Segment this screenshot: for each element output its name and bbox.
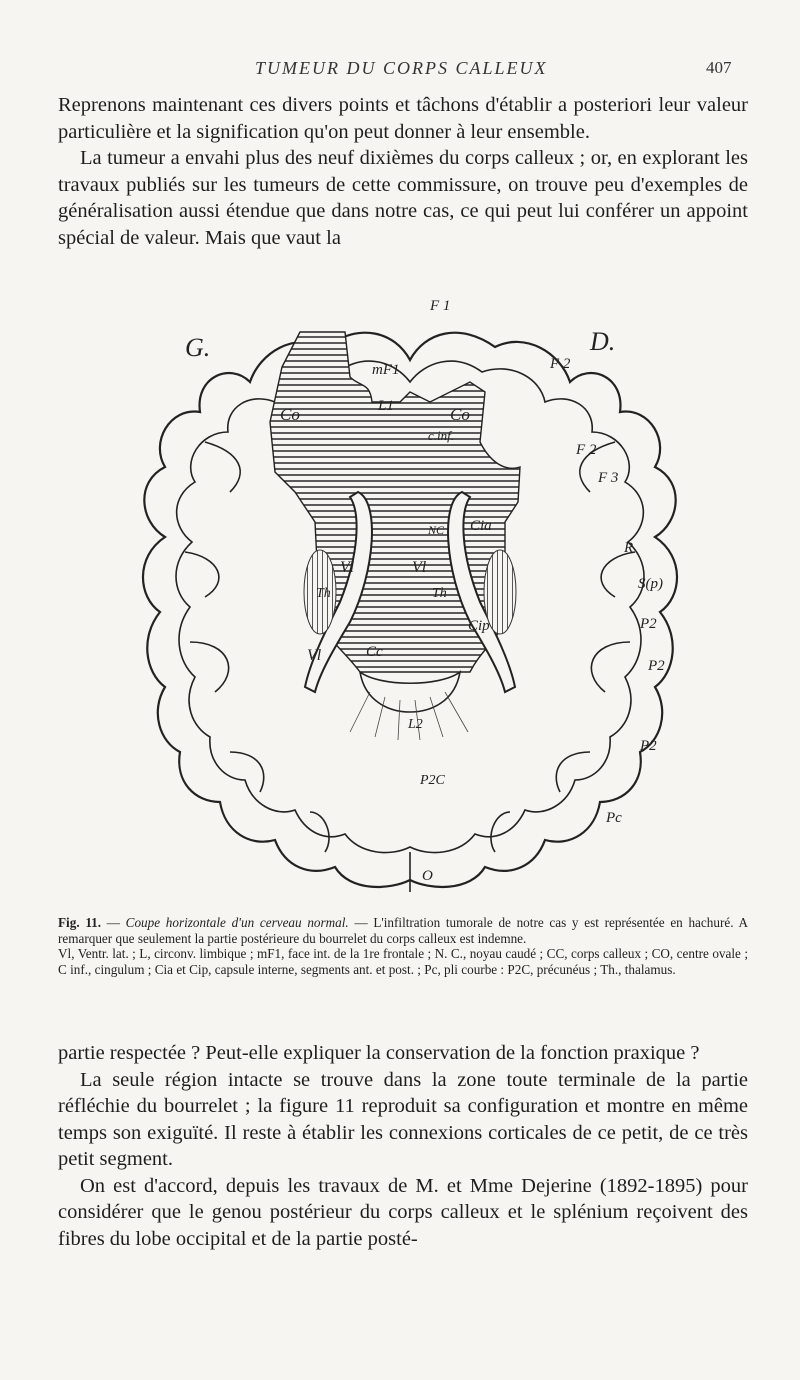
label-vl-left: Vl (340, 559, 355, 576)
label-p2c: P2 (640, 738, 657, 754)
page-number: 407 (706, 58, 732, 77)
label-cip: Cip (468, 618, 490, 634)
paragraph: Reprenons maintenant ces divers points et tâchons d'établir a posteriori leur valeur particulière et la signification qu'on peut donner à leur ensemble. (58, 94, 748, 143)
label-th-left: Th (316, 586, 331, 601)
paragraph: La tumeur a envahi plus des neuf dixièmes du corps calleux ; or, en explorant les travaux publiés sur les tumeurs de cette commissure, on trouve peu d'exemples de généralisation aussi étendue que dans notre cas, ce qui peut lui conférer un appoint spécial de valeur. Mais que vaut la (58, 147, 748, 249)
label-right-side: D. (590, 327, 616, 356)
caption-fig-title: Coupe horizontale d'un cerveau normal. (125, 915, 349, 930)
label-p2cun: P2C (420, 773, 445, 788)
paragraph: La seule région intacte se trouve dans la zone toute terminale de la partie réfléchie du bourrelet ; la figure 11 reproduit sa configuration et montre en même temps son exiguïté. Il reste à établir les connexions corticales de ce petit, de ce très petit segment. (58, 1068, 748, 1170)
label-r: R (624, 540, 634, 556)
paragraph: On est d'accord, depuis les travaux de M. et Mme Dejerine (1892-1895) pour considérer que le genou postérieur du corps calleux et le splénium reçoivent des fibres du lobe occipital et de la partie posté- (58, 1174, 748, 1250)
label-f3: F 3 (598, 470, 619, 486)
label-pc: Pc (606, 810, 622, 826)
label-cia: Cia (470, 518, 492, 534)
label-f2b: F 2 (576, 442, 597, 458)
label-o: O (422, 868, 433, 884)
running-title: TUMEUR DU CORPS CALLEUX (255, 58, 548, 78)
brain-section-figure (110, 292, 710, 912)
caption-description: L'infiltration tumorale de notre cas y est représentée en hachuré. A remarquer que seulement la partie postérieure du bourrelet du corps calleux est indemne. (58, 915, 748, 946)
label-l2: L2 (408, 717, 423, 732)
caption-main: Fig. 11. — Coupe horizontale d'un cerveau normal. — L'infiltration tumorale de notre cas y est représentée en hachuré. A remarquer que seulement la partie postérieure du bourrelet du corps calleux est indemne. (58, 915, 748, 946)
label-p2a: P2 (640, 616, 657, 632)
label-p2b: P2 (648, 658, 665, 674)
caption-fig-number: Fig. 11. (58, 915, 102, 930)
label-nc: NC (428, 523, 445, 537)
label-mf1: mF1 (372, 362, 400, 378)
label-co-left: Co (280, 405, 300, 424)
label-left-side: G. (185, 333, 211, 362)
label-vl-right: Vl (412, 559, 427, 576)
label-th-right: Th (432, 586, 447, 601)
label-co-right: Co (450, 405, 470, 424)
label-f1: F 1 (430, 298, 451, 314)
running-head (0, 58, 800, 80)
label-l1: L1 (378, 398, 394, 414)
figure-caption (58, 915, 748, 977)
label-sp: S(p) (638, 576, 663, 592)
label-cinf: c.inf. (428, 428, 454, 443)
label-f2a: F 2 (550, 356, 571, 372)
brain-section-drawing (110, 292, 710, 912)
label-cc: Cc (366, 644, 383, 660)
caption-legend: Vl, Ventr. lat. ; L, circonv. limbique ; mF1, face int. de la 1re frontale ; N. C., noyau caudé ; CC, corps calleux ; CO, centre ovale ; C inf., cingulum ; Cia et Cip, capsule interne, segments ant. et post. ; Pc, pli courbe : P2C, précunéus ; Th., thalamus. (58, 946, 748, 977)
label-vl-bottom: Vl (307, 647, 322, 664)
paragraph: partie respectée ? Peut-elle expliquer la conservation de la fonction praxique ? (58, 1042, 700, 1064)
body-text-bottom (58, 1040, 748, 1252)
body-text-top (58, 92, 748, 251)
